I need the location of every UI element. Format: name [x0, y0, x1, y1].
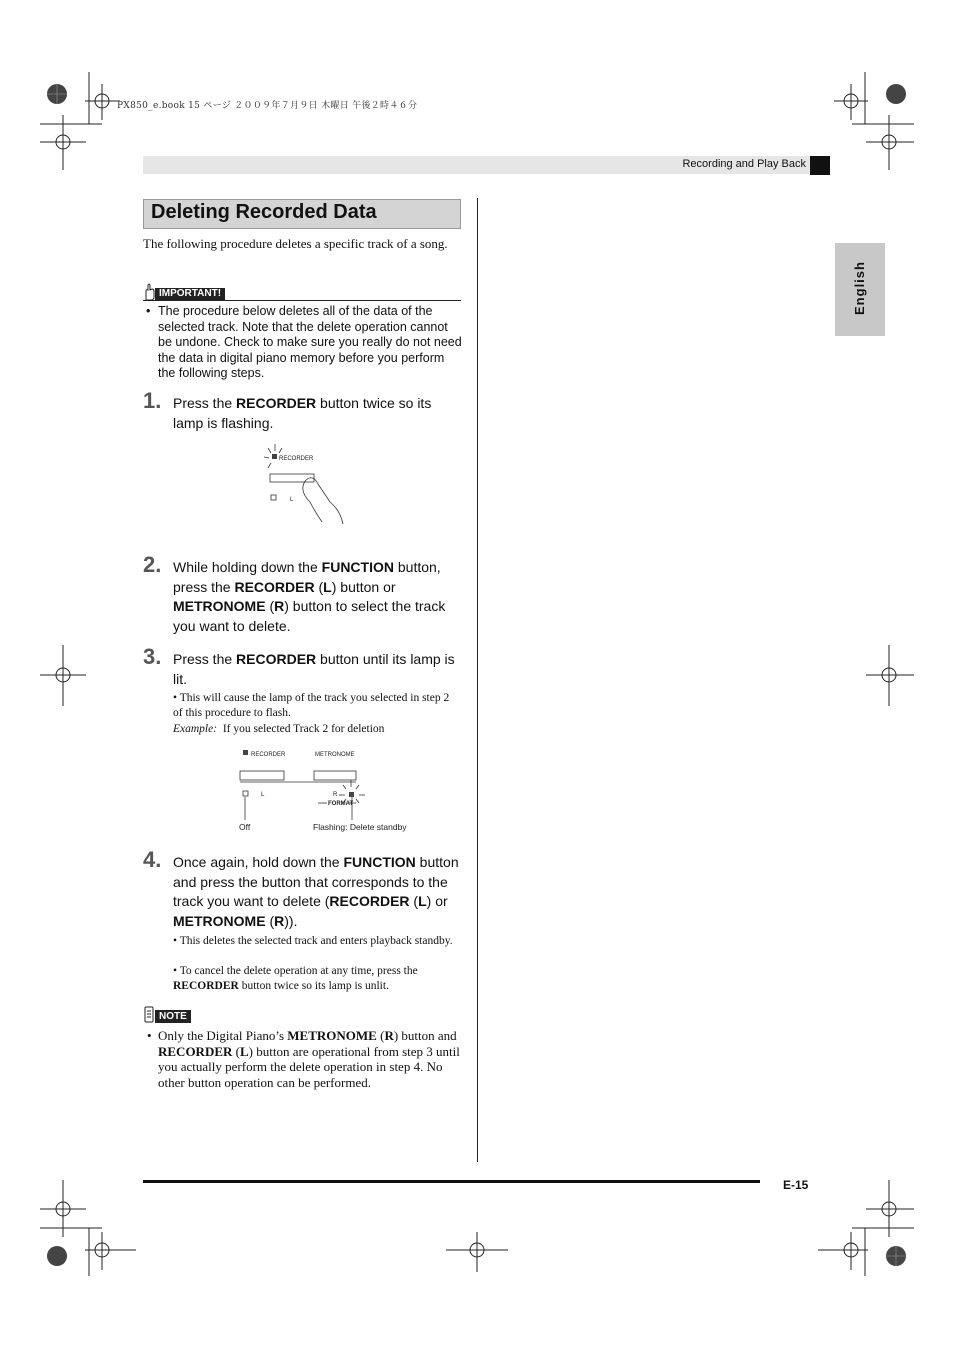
important-rule — [143, 300, 461, 301]
diagram2-off-label: Off — [239, 822, 251, 832]
step-1-text: Press the RECORDER button twice so its lamp is flashing. — [173, 395, 432, 431]
step-4-note-1: • This deletes the selected track and enters playback standby. — [173, 935, 453, 947]
step-3-example: Example: If you selected Track 2 for deletion — [173, 723, 385, 735]
step-3-text: Press the RECORDER button until its lamp is lit. — [173, 651, 455, 687]
diagram2-recorder-label: RECORDER — [251, 752, 286, 758]
section-label: Recording and Play Back — [682, 158, 806, 170]
diagram2-format-label: FORMAT — [328, 801, 354, 807]
diagram2-right-track: R — [333, 792, 338, 798]
important-bullet: • — [146, 304, 151, 318]
step-3-number: 3. — [143, 644, 162, 669]
track-delete-diagram — [235, 744, 425, 836]
step-2-text: While holding down the FUNCTION button, press the RECORDER (L) button or METRONOME (R) button to select the track you want to delete. — [173, 559, 446, 634]
important-label: IMPORTANT! — [155, 288, 225, 300]
diagram2-left-track: L — [261, 792, 265, 798]
important-text: The procedure below deletes all of the data of the selected track. Note that the delete operation cannot be undone. Check to make sure you really do not need the data in digital piano memory before you perform the following steps. — [158, 304, 462, 381]
print-header: PX850_e.book 15 ページ ２００９年７月９日 木曜日 午後２時４６分 — [117, 101, 418, 111]
intro-text: The following procedure deletes a specific track of a song. — [143, 236, 448, 251]
page-title: Deleting Recorded Data — [151, 201, 377, 223]
step-3-note: • This will cause the lamp of the track you selected in step 2 of this procedure to flash. — [173, 692, 450, 719]
note-text: Only the Digital Piano’s METRONOME (R) button and RECORDER (L) button are operational from step 3 until you actually perform the delete operation in step 4. No other button operation can be performed. — [158, 1028, 460, 1091]
step-4-note-2: • To cancel the delete operation at any time, press the RECORDER button twice so its lamp is unlit. — [173, 965, 418, 992]
diagram1-recorder-label: RECORDER — [279, 456, 314, 462]
step-4-text: Once again, hold down the FUNCTION button and press the button that corresponds to the track you want to delete (RECORDER (L) or METRONOME (R)). — [173, 854, 459, 929]
step-4-number: 4. — [143, 847, 162, 872]
note-icon — [143, 1004, 155, 1024]
diagram2-flashing-label: Flashing: Delete standby — [313, 822, 407, 832]
page-number: E-15 — [783, 1178, 809, 1192]
footer-rule — [143, 1180, 760, 1183]
diagram2-metronome-label: METRONOME — [315, 752, 355, 758]
note-label: NOTE — [155, 1010, 191, 1023]
header-square — [810, 156, 830, 175]
step-1-number: 1. — [143, 388, 162, 413]
language-tab-label: English — [852, 261, 867, 315]
diagram1-track-label: L — [290, 497, 294, 503]
step-2-number: 2. — [143, 552, 162, 577]
column-divider — [477, 198, 478, 1162]
recorder-button-diagram — [258, 444, 353, 528]
note-bullet: • — [147, 1028, 152, 1043]
